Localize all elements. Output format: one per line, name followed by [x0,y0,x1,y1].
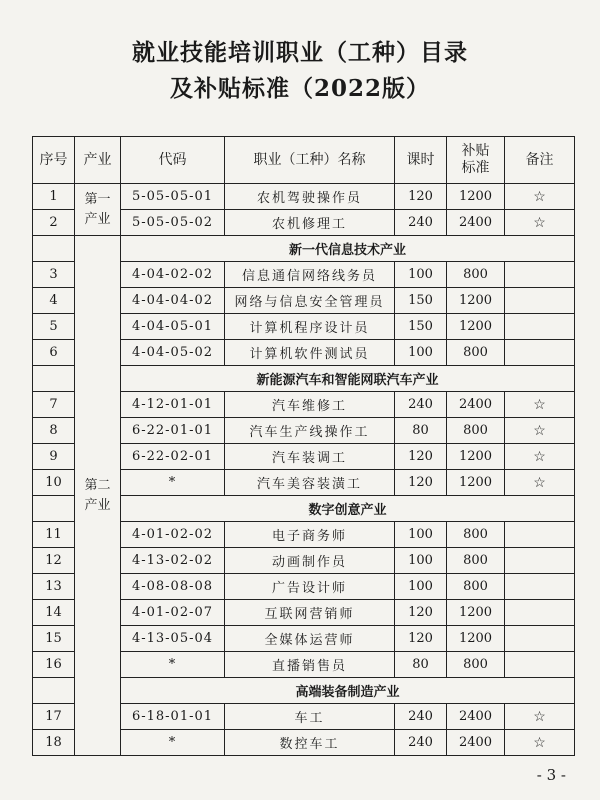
subsidy-cell: 800 [447,652,505,678]
occupation-name-cell: 广告设计师 [225,574,395,600]
hours-cell: 100 [395,340,447,366]
code-cell: 4-01-02-02 [121,522,225,548]
seq-cell: 8 [33,418,75,444]
note-cell [505,522,575,548]
subsidy-cell: 1200 [447,184,505,210]
seq-cell [33,678,75,704]
note-cell: ☆ [505,730,575,756]
code-cell: * [121,652,225,678]
document-title: 就业技能培训职业（工种）目录 [132,39,468,66]
header-hours: 课时 [395,137,447,184]
note-cell [505,600,575,626]
subsidy-cell: 2400 [447,704,505,730]
code-cell: 6-22-01-01 [121,418,225,444]
seq-cell: 15 [33,626,75,652]
seq-cell: 16 [33,652,75,678]
note-cell [505,548,575,574]
subsidy-cell: 1200 [447,288,505,314]
note-cell [505,314,575,340]
subsidy-cell: 800 [447,522,505,548]
hours-cell: 240 [395,704,447,730]
seq-cell: 12 [33,548,75,574]
hours-cell: 240 [395,730,447,756]
subsidy-cell: 2400 [447,210,505,236]
subsidy-cell: 1200 [447,626,505,652]
occupation-name-cell: 汽车生产线操作工 [225,418,395,444]
table-header-row [33,137,575,184]
occupation-name-cell: 车工 [225,704,395,730]
note-cell [505,262,575,288]
note-cell: ☆ [505,444,575,470]
hours-cell: 150 [395,288,447,314]
code-cell: 4-12-01-01 [121,392,225,418]
occupation-name-cell: 计算机软件测试员 [225,340,395,366]
subsidy-cell: 1200 [447,470,505,496]
seq-cell: 18 [33,730,75,756]
seq-cell: 9 [33,444,75,470]
hours-cell: 120 [395,444,447,470]
hours-cell: 120 [395,470,447,496]
hours-cell: 100 [395,574,447,600]
header-seq: 序号 [33,137,75,184]
subsidy-cell: 2400 [447,392,505,418]
seq-cell: 1 [33,184,75,210]
seq-cell: 4 [33,288,75,314]
section-heading: 新能源汽车和智能网联汽车产业 [121,366,575,392]
note-cell: ☆ [505,418,575,444]
note-cell [505,652,575,678]
code-cell: 4-01-02-07 [121,600,225,626]
subsidy-cell: 800 [447,262,505,288]
document-subtitle: 及补贴标准（2022版） [169,75,430,102]
hours-cell: 120 [395,600,447,626]
section-heading: 高端装备制造产业 [121,678,575,704]
hours-cell: 80 [395,418,447,444]
note-cell: ☆ [505,184,575,210]
note-cell: ☆ [505,470,575,496]
industry-secondary-cell: 第二 产业 [75,236,121,756]
code-cell: 4-04-05-01 [121,314,225,340]
subsidy-cell: 1200 [447,444,505,470]
occupation-catalog-table [32,136,575,756]
code-cell: 4-04-02-02 [121,262,225,288]
code-cell: 4-04-04-02 [121,288,225,314]
seq-cell: 17 [33,704,75,730]
code-cell: * [121,730,225,756]
seq-cell [33,366,75,392]
seq-cell: 11 [33,522,75,548]
section-heading: 数字创意产业 [121,496,575,522]
section-row [33,236,575,262]
table-row [33,184,575,210]
subsidy-cell: 2400 [447,730,505,756]
subsidy-cell: 800 [447,574,505,600]
seq-cell [33,236,75,262]
note-cell: ☆ [505,704,575,730]
seq-cell: 13 [33,574,75,600]
header-industry: 产业 [75,137,121,184]
seq-cell: 2 [33,210,75,236]
subsidy-cell: 800 [447,548,505,574]
note-cell: ☆ [505,210,575,236]
occupation-name-cell: 直播销售员 [225,652,395,678]
header-note: 备注 [505,137,575,184]
industry-primary-cell: 第一 产业 [75,184,121,236]
occupation-name-cell: 动画制作员 [225,548,395,574]
code-cell: 4-08-08-08 [121,574,225,600]
seq-cell: 6 [33,340,75,366]
code-cell: 4-13-05-04 [121,626,225,652]
hours-cell: 120 [395,184,447,210]
occupation-name-cell: 农机修理工 [225,210,395,236]
subsidy-cell: 800 [447,418,505,444]
hours-cell: 120 [395,626,447,652]
note-cell [505,288,575,314]
hours-cell: 150 [395,314,447,340]
occupation-name-cell: 全媒体运营师 [225,626,395,652]
note-cell [505,574,575,600]
note-cell: ☆ [505,392,575,418]
hours-cell: 100 [395,262,447,288]
hours-cell: 80 [395,652,447,678]
seq-cell: 3 [33,262,75,288]
occupation-name-cell: 汽车美容装潢工 [225,470,395,496]
occupation-name-cell: 汽车维修工 [225,392,395,418]
hours-cell: 240 [395,392,447,418]
header-code: 代码 [121,137,225,184]
occupation-name-cell: 互联网营销师 [225,600,395,626]
note-cell [505,340,575,366]
code-cell: 6-18-01-01 [121,704,225,730]
occupation-name-cell: 电子商务师 [225,522,395,548]
subsidy-cell: 1200 [447,600,505,626]
section-heading: 新一代信息技术产业 [121,236,575,262]
note-cell [505,626,575,652]
subsidy-cell: 1200 [447,314,505,340]
seq-cell: 5 [33,314,75,340]
seq-cell: 14 [33,600,75,626]
seq-cell: 10 [33,470,75,496]
hours-cell: 100 [395,548,447,574]
code-cell: 6-22-02-01 [121,444,225,470]
occupation-name-cell: 计算机程序设计员 [225,314,395,340]
seq-cell: 7 [33,392,75,418]
page-number: - 3 - [536,766,566,784]
code-cell: 5-05-05-01 [121,184,225,210]
occupation-name-cell: 农机驾驶操作员 [225,184,395,210]
occupation-name-cell: 网络与信息安全管理员 [225,288,395,314]
subsidy-cell: 800 [447,340,505,366]
header-name: 职业（工种）名称 [225,137,395,184]
hours-cell: 100 [395,522,447,548]
occupation-name-cell: 数控车工 [225,730,395,756]
occupation-name-cell: 信息通信网络线务员 [225,262,395,288]
occupation-name-cell: 汽车装调工 [225,444,395,470]
code-cell: 4-13-02-02 [121,548,225,574]
hours-cell: 240 [395,210,447,236]
code-cell: * [121,470,225,496]
seq-cell [33,496,75,522]
header-subsidy: 补贴 标准 [447,137,505,184]
code-cell: 4-04-05-02 [121,340,225,366]
code-cell: 5-05-05-02 [121,210,225,236]
